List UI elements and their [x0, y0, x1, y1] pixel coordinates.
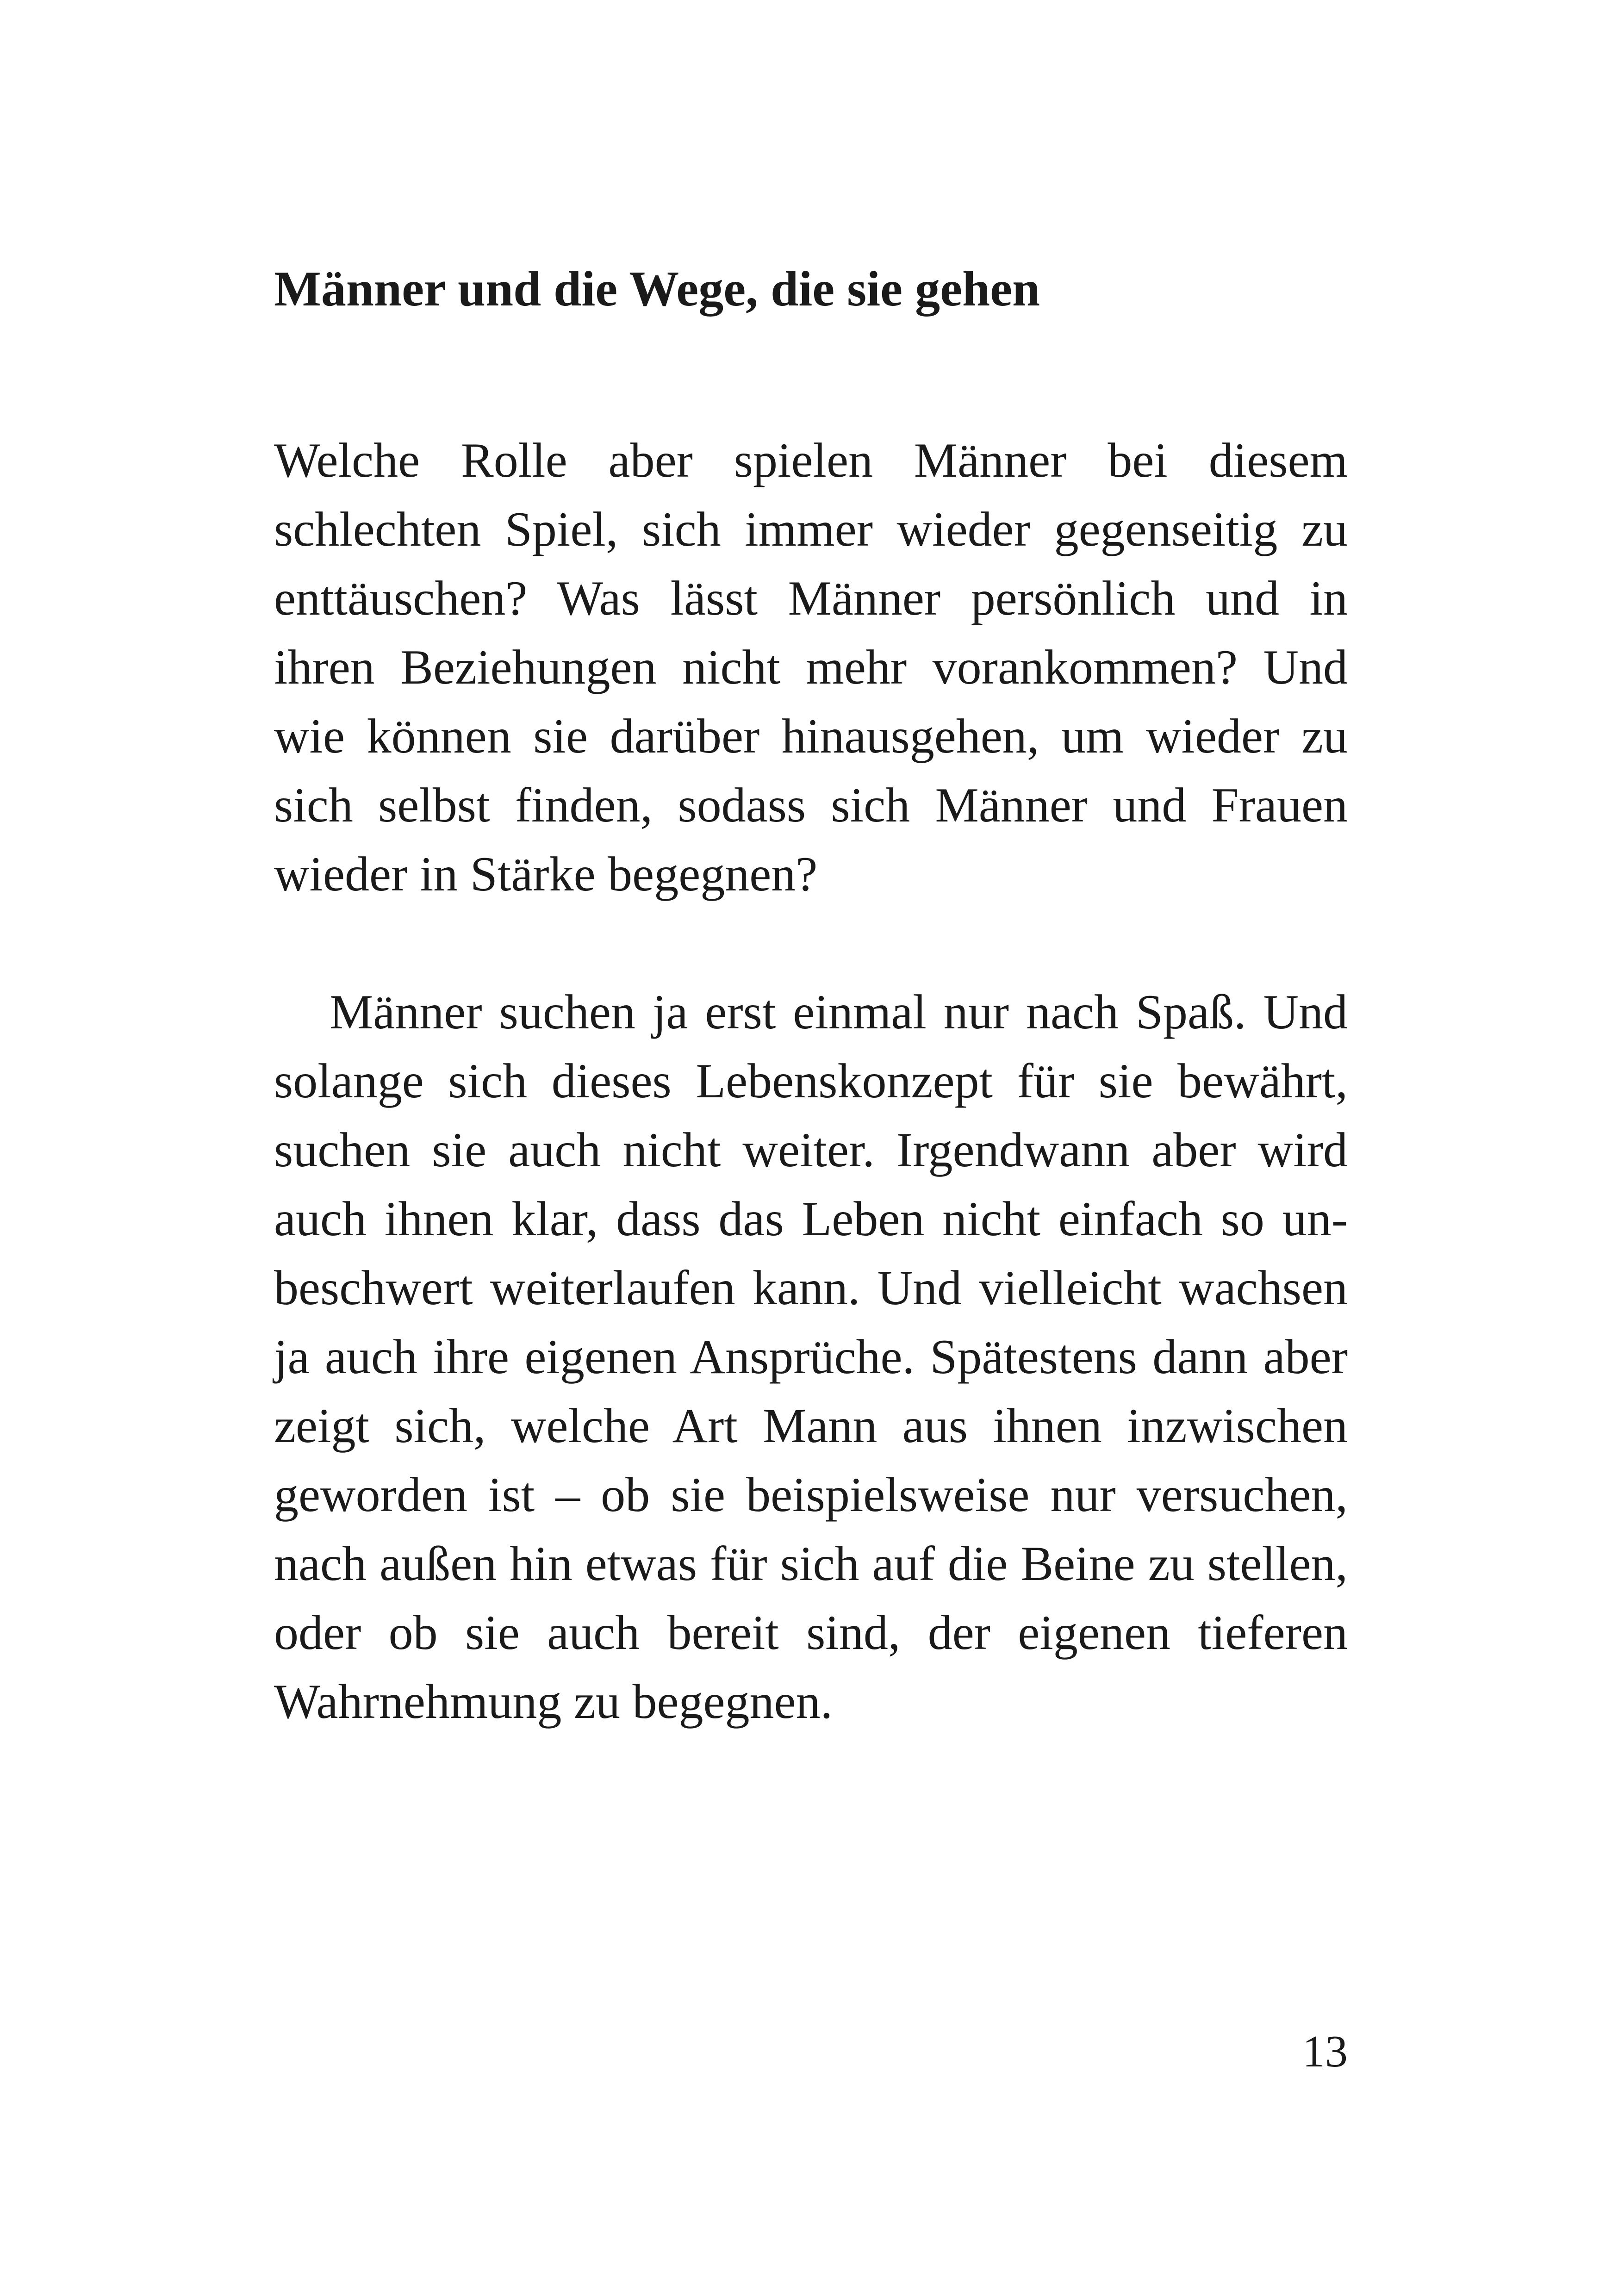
body-text — [274, 426, 1348, 1736]
paragraph: Männer suchen ja erst einmal nur nach Spaß. Und solange sich dieses Lebenskonzept für sie bewährt, suchen sie auch nicht weiter. Irgendwann aber wird auch ihnen klar, dass das Leben nicht einfach so unbeschwert weiterlaufen kann. Und vielleicht wachsen ja auch ihre eigenen Ansprüche. Spätestens dann aber zeigt sich, welche Art Mann aus ihnen inzwischen geworden ist – ob sie beispielsweise nur versuchen, nach außen hin etwas für sich auf die Beine zu stellen, oder ob sie auch bereit sind, der eigenen tieferen Wahrnehmung zu begegnen. — [274, 985, 1348, 1729]
chapter-title: Männer und die Wege, die sie gehen — [274, 261, 1040, 317]
paragraph: Welche Rolle aber spielen Männer bei diesem schlechten Spiel, sich immer wieder gegenseitig zu enttäuschen? Was lässt Männer persönlich und in ihren Beziehungen nicht mehr vorankommen? Und wie können sie darüber hinausgehen, um wieder zu sich selbst finden, sodass sich Männer und Frauen wieder in Stärke begegnen? — [274, 433, 1348, 901]
page-number: 13 — [1302, 2027, 1348, 2077]
